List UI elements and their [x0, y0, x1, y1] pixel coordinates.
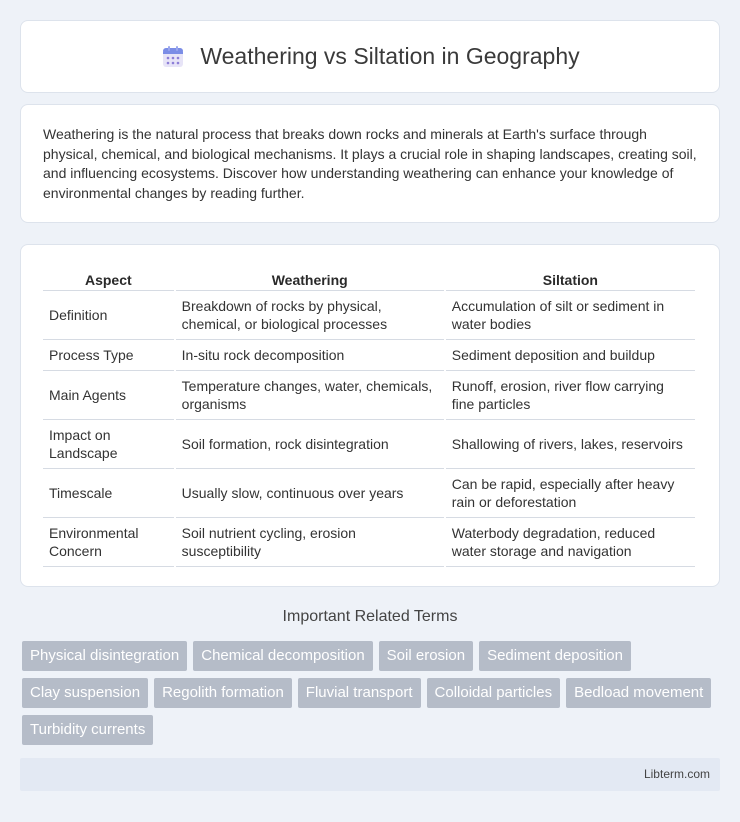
- tag-clay-suspension[interactable]: Clay suspension: [22, 678, 148, 708]
- intro-card: [20, 104, 720, 223]
- table-cell: Definition: [43, 291, 174, 340]
- related-terms-tags: [22, 641, 722, 745]
- table-row: [43, 420, 695, 469]
- table-cell: Environmental Concern: [43, 518, 174, 567]
- related-terms-title: Important Related Terms: [282, 608, 458, 625]
- table-cell: Accumulation of silt or sediment in water bodies: [446, 291, 695, 340]
- table-cell: Can be rapid, especially after heavy rain or deforestation: [446, 469, 695, 518]
- table-cell: Runoff, erosion, river flow carrying fine particles: [446, 371, 695, 420]
- tag-chemical-decomposition[interactable]: Chemical decomposition: [193, 641, 372, 671]
- table-cell: Soil formation, rock disintegration: [176, 420, 444, 469]
- table-cell: Soil nutrient cycling, erosion susceptibility: [176, 518, 444, 567]
- column-header-aspect: Aspect: [43, 265, 174, 291]
- table-cell: Sediment deposition and buildup: [446, 340, 695, 371]
- table-cell: Breakdown of rocks by physical, chemical, or biological processes: [176, 291, 444, 340]
- tag-turbidity-currents[interactable]: Turbidity currents: [22, 715, 153, 745]
- column-header-weathering: Weathering: [176, 265, 444, 291]
- title-card: [20, 20, 720, 93]
- table-row: [43, 291, 695, 340]
- comparison-table-card: [20, 244, 720, 587]
- tag-soil-erosion[interactable]: Soil erosion: [379, 641, 473, 671]
- intro-text: Weathering is the natural process that breaks down rocks and minerals at Earth's surface through physical, chemical, and biological mechanisms. It plays a crucial role in shaping landscapes, creating soil, and influencing ecosystems. Discover how understanding weathering can enhance your knowledge of environmental changes by reading further.: [43, 126, 697, 201]
- page-title: Weathering vs Siltation in Geography: [200, 43, 580, 69]
- table-cell: Usually slow, continuous over years: [176, 469, 444, 518]
- calendar-icon: [160, 44, 186, 70]
- table-row: [43, 340, 695, 371]
- table-cell: Waterbody degradation, reduced water storage and navigation: [446, 518, 695, 567]
- tag-fluvial-transport[interactable]: Fluvial transport: [298, 678, 421, 708]
- table-cell: Main Agents: [43, 371, 174, 420]
- table-cell: Process Type: [43, 340, 174, 371]
- comparison-table: [41, 265, 697, 567]
- table-row: [43, 469, 695, 518]
- table-cell: In-situ rock decomposition: [176, 340, 444, 371]
- table-cell: Timescale: [43, 469, 174, 518]
- table-row: [43, 518, 695, 567]
- tag-physical-disintegration[interactable]: Physical disintegration: [22, 641, 187, 671]
- table-cell: Impact on Landscape: [43, 420, 174, 469]
- tag-colloidal-particles[interactable]: Colloidal particles: [427, 678, 561, 708]
- table-cell: Temperature changes, water, chemicals, organisms: [176, 371, 444, 420]
- tag-regolith-formation[interactable]: Regolith formation: [154, 678, 292, 708]
- tag-sediment-deposition[interactable]: Sediment deposition: [479, 641, 631, 671]
- table-row: [43, 371, 695, 420]
- footer: [20, 758, 720, 791]
- footer-site-link[interactable]: Libterm.com: [643, 767, 710, 781]
- column-header-siltation: Siltation: [446, 265, 695, 291]
- table-cell: Shallowing of rivers, lakes, reservoirs: [446, 420, 695, 469]
- tag-bedload-movement[interactable]: Bedload movement: [566, 678, 711, 708]
